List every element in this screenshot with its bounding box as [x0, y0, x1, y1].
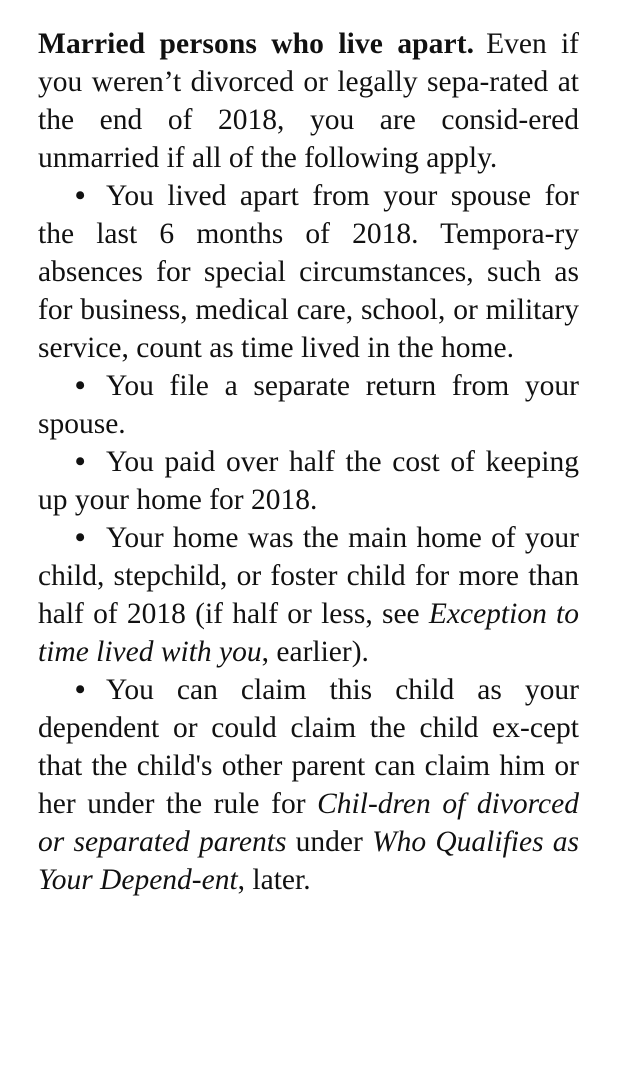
bullet-item-main-home [38, 519, 579, 671]
bullet-icon: • [75, 370, 86, 402]
bullet-icon: • [75, 522, 86, 554]
bullet-item-paid-half-cost [38, 443, 579, 519]
bullet-text-before: You can claim this child as your dependent or could claim the child ex-cept that the child's other parent can claim him or her under the rule for [38, 674, 579, 820]
cross-reference-who-qualifies: Who Qualifies as Your Depend-ent [38, 826, 580, 896]
bullet-icon: • [75, 180, 86, 212]
intro-text: Even if you weren’t divorced or legally sepa-rated at the end of 2018, you are consid-ered unmarried if all of the following apply. [38, 28, 579, 174]
bullet-text-middle: under [286, 826, 373, 858]
bullet-item-separate-return [38, 367, 579, 443]
bullet-item-claim-child [38, 671, 579, 899]
cross-reference-divorced-parents: Chil-dren of divorced or separated parents [38, 788, 579, 858]
intro-paragraph [38, 25, 579, 177]
cross-reference-link: Exception to time lived with you [38, 598, 579, 668]
bullet-text: You paid over half the cost of keeping up your home for 2018. [38, 446, 579, 516]
bullet-text-after: , earlier). [261, 636, 369, 668]
bullet-text: You file a separate return from your spouse. [38, 370, 579, 440]
bullet-item-lived-apart [38, 177, 579, 367]
bullet-text-after: , later. [237, 864, 311, 896]
bullet-text-before: Your home was the main home of your child, stepchild, or foster child for more than half of 2018 (if half or less, see [38, 522, 579, 630]
bullet-icon: • [75, 446, 86, 478]
section-heading: Married persons who live apart. [38, 28, 475, 60]
bullet-text: You lived apart from your spouse for the last 6 months of 2018. Tempora-ry absences for special circumstances, such as for business, medical care, school, or military service, count as time lived in the home. [38, 180, 579, 364]
bullet-icon: • [75, 674, 86, 706]
